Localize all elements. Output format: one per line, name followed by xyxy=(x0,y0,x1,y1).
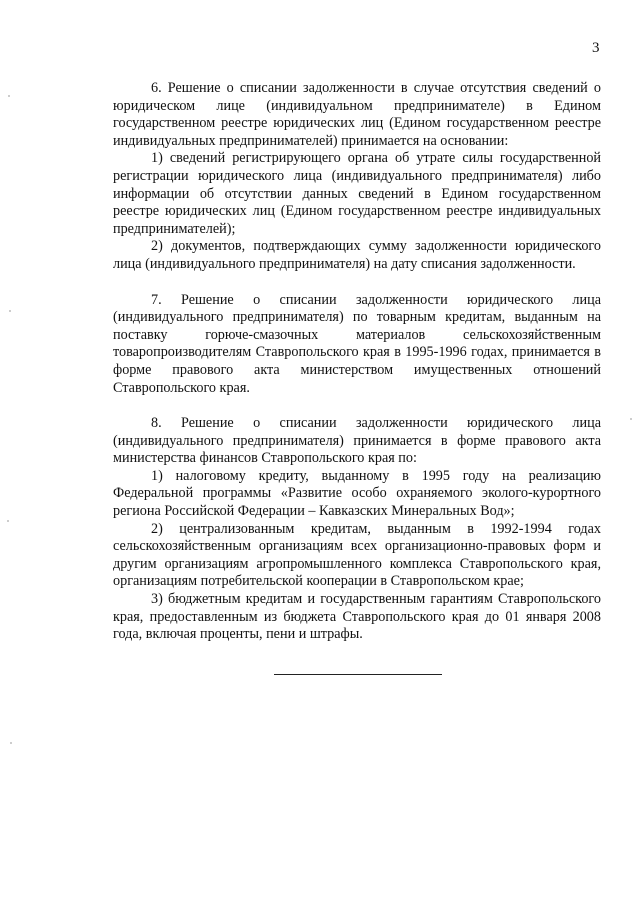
paragraph-6-item-2: 2) документов, подтверждающих сумму задолженности юридического лица (индивидуального предпринимателя) на дату списания задолженности. xyxy=(113,238,601,272)
paragraph-6-item-1: 1) сведений регистрирующего органа об утрате силы государственной регистрации юридического лица (индивидуального предпринимателя) либо информации об отсутствии данных сведений в Едином государственном реестре юридических лиц (Едином государственном реестре индивидуальных предпринимателей); xyxy=(113,150,601,237)
scan-speck xyxy=(9,310,11,312)
scan-speck xyxy=(8,95,10,97)
paragraph-8-item-2: 2) централизованным кредитам, выданным в 1992-1994 годах сельскохозяйственным организациям всех организационно-правовых форм и другим организациям агропромышленного комплекса Ставропольского края, организациям потребительской кооперации в Ставропольском крае; xyxy=(113,520,601,590)
paragraph-8: 8. Решение о списании задолженности юридического лица (индивидуального предпринимателя) принимается в форме правового акта министерства финансов Ставропольского края по: xyxy=(113,415,601,467)
scan-speck xyxy=(7,520,9,522)
scan-speck xyxy=(10,742,12,744)
paragraph-8-item-3: 3) бюджетным кредитам и государственным гарантиям Ставропольского края, предоставленным из бюджета Ставропольского края до 01 января 2008 года, включая проценты, пени и штрафы. xyxy=(113,591,601,643)
paragraph-8-item-1: 1) налоговому кредиту, выданному в 1995 году на реализацию Федеральной программы «Развитие особо охраняемого эколого-курортного региона Российской Федерации – Кавказских Минеральных Вод»; xyxy=(113,467,601,520)
end-separator-line xyxy=(274,674,442,675)
scan-speck xyxy=(630,418,632,420)
page-number: 3 xyxy=(592,40,600,56)
document-body xyxy=(113,80,601,644)
paragraph-6: 6. Решение о списании задолженности в случае отсутствия сведений о юридическом лице (индивидуальном предпринимателе) в Едином государственном реестре юридических лиц (Едином государственном реестре индивидуальных предпринимателей) принимается на основании: xyxy=(113,80,601,149)
paragraph-7: 7. Решение о списании задолженности юридического лица (индивидуального предпринимателя) по товарным кредитам, выданным на поставку горюче-смазочных материалов сельскохозяйственным товаропроизводителям Ставропольского края в 1995-1996 годах, принимается в форме правового акта министерством имущественных отношений Ставропольского края. xyxy=(113,291,601,396)
